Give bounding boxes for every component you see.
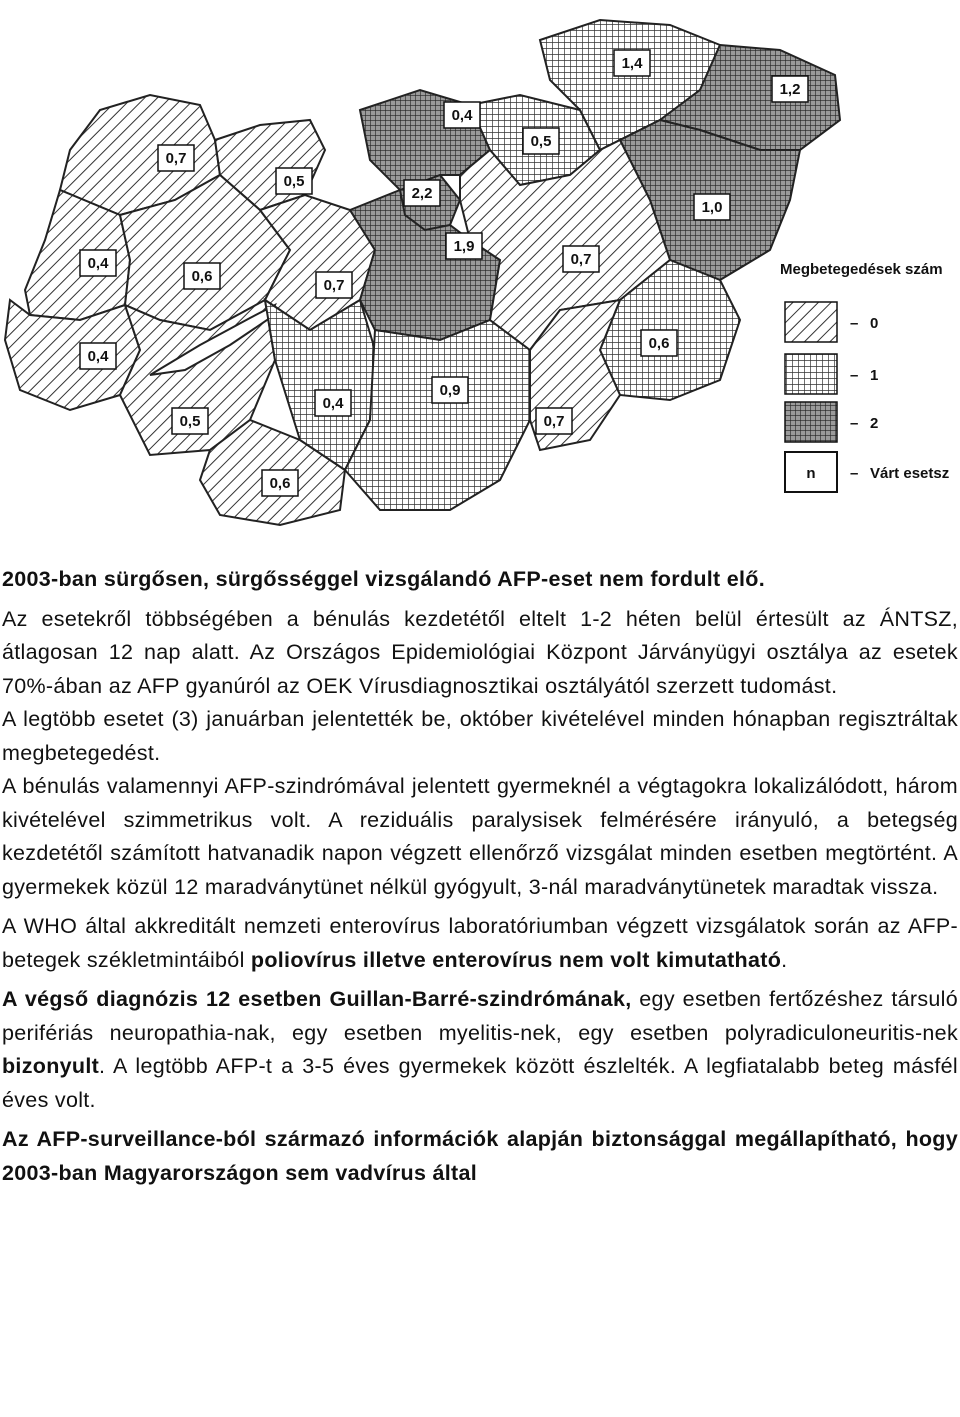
svg-text:1,9: 1,9 [453, 238, 475, 255]
label-bekes [641, 330, 677, 356]
legend-item-2 [785, 402, 878, 442]
paragraph-7 [2, 1123, 958, 1190]
map-figure [0, 0, 960, 540]
label-szabolcs [772, 76, 808, 102]
svg-text:n: n [806, 465, 816, 482]
label-veszprem [184, 263, 220, 289]
svg-text:2,2: 2,2 [411, 185, 433, 202]
label-tolna [315, 390, 351, 416]
label-nograd [444, 102, 480, 128]
legend-title: Megbetegedések szám [780, 261, 943, 278]
p5-seg-1: poliovírus illetve enterovírus nem volt kimutatható [250, 947, 782, 972]
p6-seg-0: A végső diagnózis 12 esetben Guillan-Barré-szindrómának, [2, 987, 632, 1011]
svg-text:0,6: 0,6 [269, 475, 291, 492]
svg-text:2: 2 [870, 415, 879, 432]
svg-text:1: 1 [870, 367, 879, 384]
svg-text:0,4: 0,4 [322, 395, 344, 412]
p7-seg-0: Az AFP-surveillance-ból származó információk alapján biztonsággal megállapítható, hogy 2003-ban Magyarországon sem vadvírus által [2, 1127, 958, 1185]
label-jasz-nagykun-szolnok [563, 246, 599, 272]
svg-text:0,5: 0,5 [179, 413, 201, 430]
svg-text:0,6: 0,6 [191, 268, 213, 285]
label-heves [523, 128, 559, 154]
svg-text:0,7: 0,7 [165, 150, 187, 167]
label-budapest [404, 180, 440, 206]
paragraph-6 [2, 983, 958, 1117]
map-legend [780, 261, 949, 492]
svg-text:0,5: 0,5 [283, 173, 305, 190]
svg-text:0,6: 0,6 [648, 335, 670, 352]
paragraph-2 [2, 603, 958, 704]
label-csongrad [536, 408, 572, 434]
label-pest [446, 233, 482, 259]
paragraph-5 [2, 910, 958, 977]
p6-seg-3: . A legtöbb AFP-t a 3-5 éves gyermekek között észlelték. A legfiatalabb beteg másfél éves volt. [2, 1054, 958, 1112]
svg-text:0,4: 0,4 [87, 255, 109, 272]
label-vas [80, 250, 116, 276]
svg-text:–: – [850, 465, 859, 482]
label-gyor-moson-sopron [158, 145, 194, 171]
svg-text:0: 0 [870, 315, 879, 332]
label-fejer [316, 272, 352, 298]
paragraph-4 [2, 770, 958, 904]
svg-text:0,9: 0,9 [439, 382, 461, 399]
paragraph-1 [2, 563, 958, 597]
svg-text:–: – [850, 367, 859, 384]
svg-text:1,0: 1,0 [701, 199, 723, 216]
p3-seg-0: A legtöbb esetet (3) januárban jelentették be, október kivételével minden hónapban regisztráltak megbetegedést. [2, 707, 958, 765]
label-baranya [262, 470, 298, 496]
p6-seg-2: bizonyult [2, 1054, 100, 1078]
svg-text:0,7: 0,7 [570, 251, 592, 268]
svg-text:0,4: 0,4 [451, 107, 473, 124]
label-hajdu-bihar [694, 194, 730, 220]
svg-text:0,5: 0,5 [530, 133, 552, 150]
p5-seg-2: . [781, 947, 788, 972]
svg-text:–: – [850, 415, 859, 432]
label-komarom-esztergom [276, 168, 312, 194]
label-zala [80, 343, 116, 369]
label-somogy [172, 408, 208, 434]
legend-item-expected [785, 452, 949, 492]
p4-seg-0: A bénulás valamennyi AFP-szindrómával jelentett gyermeknél a végtagokra lokalizálódott, három kivételével szimmetrikus volt. A reziduális paralysisek felmérésére irányuló, a betegség kezdetétől számított hatvanadik napon végzett ellenőrző vizsgálat minden esetben megtörtént. A gyermekek közül 12 maradványtünet nélkül gyógyult, 3-nál maradványtünetek maradtak vissza. [2, 774, 958, 899]
report-text [2, 563, 958, 1196]
svg-text:1,2: 1,2 [779, 81, 801, 98]
legend-item-1 [785, 354, 878, 394]
svg-text:0,4: 0,4 [87, 348, 109, 365]
label-bacs-kiskun [432, 377, 468, 403]
svg-text:0,7: 0,7 [543, 413, 565, 430]
label-borsod [614, 50, 650, 76]
hungary-county-map [0, 0, 960, 540]
p2-seg-0: Az esetekről többségében a bénulás kezdetétől eltelt 1-2 héten belül értesült az ÁNTSZ, átlagosan 12 nap alatt. Az Országos Epidemiológiai Központ Járványügyi osztálya az esetek 70%-ában az AFP gyanúról az OEK Vírusdiagnosztikai osztályától szerzett tudomást. [2, 606, 958, 698]
svg-text:1,4: 1,4 [621, 55, 643, 72]
svg-text:0,7: 0,7 [323, 277, 345, 294]
p5-seg-0: A WHO által akkreditált nemzeti enterovírus laboratóriumban végzett vizsgálatok során az AFP-betegek székletmintáiból [2, 914, 958, 972]
svg-text:Várt esetsz: Várt esetsz [870, 465, 950, 482]
svg-text:–: – [850, 315, 859, 332]
legend-item-0 [785, 302, 878, 342]
paragraph-3 [2, 703, 958, 770]
p1-seg-0: 2003-ban sürgősen, sürgősséggel vizsgálandó AFP-eset nem fordult elő. [2, 567, 766, 591]
p6-seg-1: egy esetben fertőzéshez társuló perifériás neuropathia-nak, egy esetben myelitis-nek, egy esetben polyradiculoneuritis-nek [2, 987, 959, 1045]
